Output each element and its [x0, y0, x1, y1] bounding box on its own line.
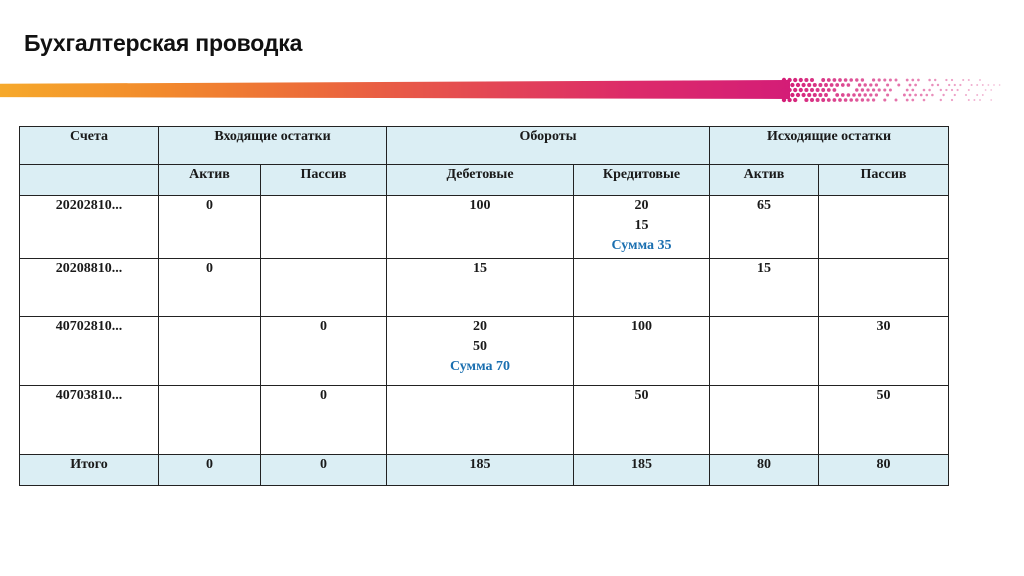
cell-opening-active: 0 — [159, 259, 261, 317]
slide-title: Бухгалтерская проводка — [24, 30, 303, 56]
cell-opening-passive: 0 — [261, 317, 387, 386]
subheader-opening-active: Актив — [159, 165, 261, 196]
credit-entry: 20 — [634, 198, 649, 213]
cell-credit — [574, 259, 710, 317]
credit-entry: 50 — [634, 388, 649, 403]
dot-pattern — [780, 74, 1010, 106]
debit-sum: Сумма 70 — [449, 359, 511, 374]
debit-entry: 15 — [473, 261, 488, 276]
cell-opening-active — [159, 317, 261, 386]
cell-debit — [387, 259, 574, 317]
debit-entry: 100 — [469, 198, 491, 213]
total-debit: 185 — [387, 455, 574, 486]
subheader-debit: Дебетовые — [387, 165, 574, 196]
cell-closing-active: 65 — [710, 196, 819, 259]
credit-entry: 100 — [631, 319, 653, 334]
table-subheader-row — [20, 165, 949, 196]
subheader-credit: Кредитовые — [574, 165, 710, 196]
cell-closing-passive: 50 — [819, 386, 949, 455]
subheader-closing-passive: Пассив — [819, 165, 949, 196]
cell-closing-passive — [819, 196, 949, 259]
total-credit: 185 — [574, 455, 710, 486]
table-row — [20, 386, 949, 455]
total-opening-active: 0 — [159, 455, 261, 486]
cell-closing-passive — [819, 259, 949, 317]
cell-account: 40703810... — [20, 386, 159, 455]
table-row — [20, 196, 949, 259]
ledger-table — [19, 126, 949, 486]
cell-credit — [574, 317, 710, 386]
cell-account: 40702810... — [20, 317, 159, 386]
cell-opening-active — [159, 386, 261, 455]
total-row — [20, 455, 949, 486]
cell-closing-active — [710, 386, 819, 455]
table-header-row — [20, 127, 949, 165]
cell-account: 20208810... — [20, 259, 159, 317]
header-opening: Входящие остатки — [159, 127, 387, 165]
cell-account: 20202810... — [20, 196, 159, 259]
cell-closing-active: 15 — [710, 259, 819, 317]
cell-credit — [574, 386, 710, 455]
table-row — [20, 317, 949, 386]
cell-opening-passive: 0 — [261, 386, 387, 455]
cell-debit — [387, 317, 574, 386]
cell-closing-active — [710, 317, 819, 386]
cell-opening-active: 0 — [159, 196, 261, 259]
total-closing-passive: 80 — [819, 455, 949, 486]
cell-debit — [387, 196, 574, 259]
cell-debit — [387, 386, 574, 455]
gradient-band — [0, 80, 790, 99]
debit-entry: 50 — [473, 339, 488, 354]
subheader-empty — [20, 165, 159, 196]
cell-credit — [574, 196, 710, 259]
cell-opening-passive — [261, 259, 387, 317]
header-accounts: Счета — [20, 127, 159, 165]
debit-entry: 20 — [473, 319, 488, 334]
cell-opening-passive — [261, 196, 387, 259]
credit-sum: Сумма 35 — [611, 238, 672, 253]
subheader-closing-active: Актив — [710, 165, 819, 196]
total-opening-passive: 0 — [261, 455, 387, 486]
subheader-opening-passive: Пассив — [261, 165, 387, 196]
cell-closing-passive: 30 — [819, 317, 949, 386]
total-label: Итого — [20, 455, 159, 486]
header-closing: Исходящие остатки — [710, 127, 949, 165]
total-closing-active: 80 — [710, 455, 819, 486]
table-row — [20, 259, 949, 317]
credit-entry: 15 — [634, 218, 649, 233]
header-turnover: Обороты — [387, 127, 710, 165]
